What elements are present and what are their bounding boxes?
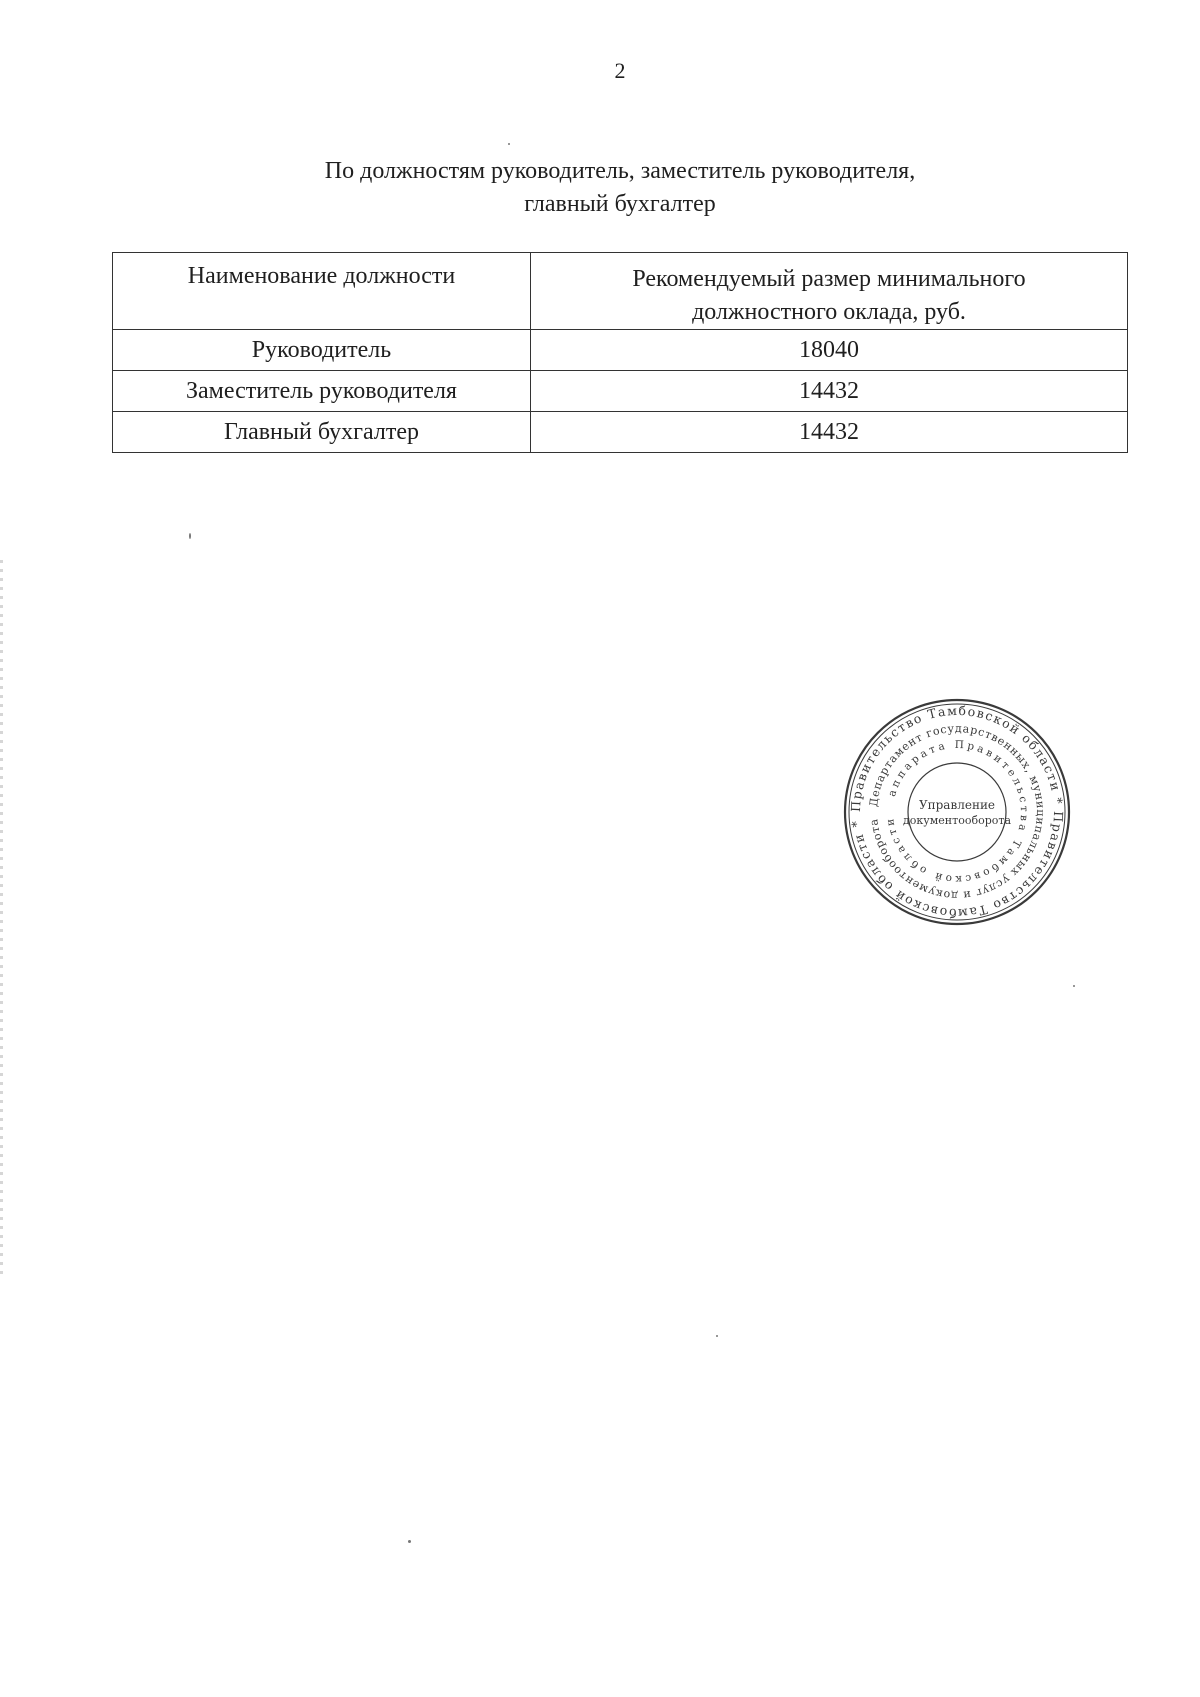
header-salary xyxy=(531,253,1128,330)
speck xyxy=(408,1540,411,1543)
seal-inner-text: аппарата Правительства Тамбовской области xyxy=(884,738,1031,886)
speck xyxy=(1073,985,1075,987)
seal-center-line-2: документооборота xyxy=(902,814,1012,827)
cell-position: Руководитель xyxy=(113,330,531,371)
table-row xyxy=(113,330,1128,371)
page-number: 2 xyxy=(614,58,626,83)
header-position: Наименование должности xyxy=(113,253,531,330)
cell-position: Главный бухгалтер xyxy=(113,412,531,453)
cell-position: Заместитель руководителя xyxy=(113,371,531,412)
salary-table xyxy=(112,252,1128,453)
seal-center-ring xyxy=(908,763,1006,861)
table-header-row xyxy=(113,253,1128,330)
table-row xyxy=(113,412,1128,453)
heading-line-1: По должностям руководитель, заместитель руководителя, xyxy=(324,158,916,184)
header-salary-line-2: должностного оклада, руб. xyxy=(692,299,966,325)
scan-edge-artifact xyxy=(0,560,3,1280)
seal-middle-text: Департамент государственных, муниципальных услуг и документооборота xyxy=(867,721,1048,903)
cell-salary: 14432 xyxy=(531,412,1128,453)
table-row xyxy=(113,371,1128,412)
speck xyxy=(716,1335,718,1337)
heading-line-2: главный бухгалтер xyxy=(524,191,716,217)
cell-salary: 14432 xyxy=(531,371,1128,412)
seal-center-line-1: Управление xyxy=(918,798,996,812)
speck xyxy=(189,533,191,539)
cell-salary: 18040 xyxy=(531,330,1128,371)
seal-outer-text: Правительство Тамбовской области * Правительство Тамбовской области * xyxy=(847,702,1067,922)
speck xyxy=(508,143,510,145)
header-salary-line-1: Рекомендуемый размер минимального xyxy=(632,266,1026,292)
document-heading xyxy=(0,155,1200,221)
official-seal xyxy=(842,697,1072,927)
